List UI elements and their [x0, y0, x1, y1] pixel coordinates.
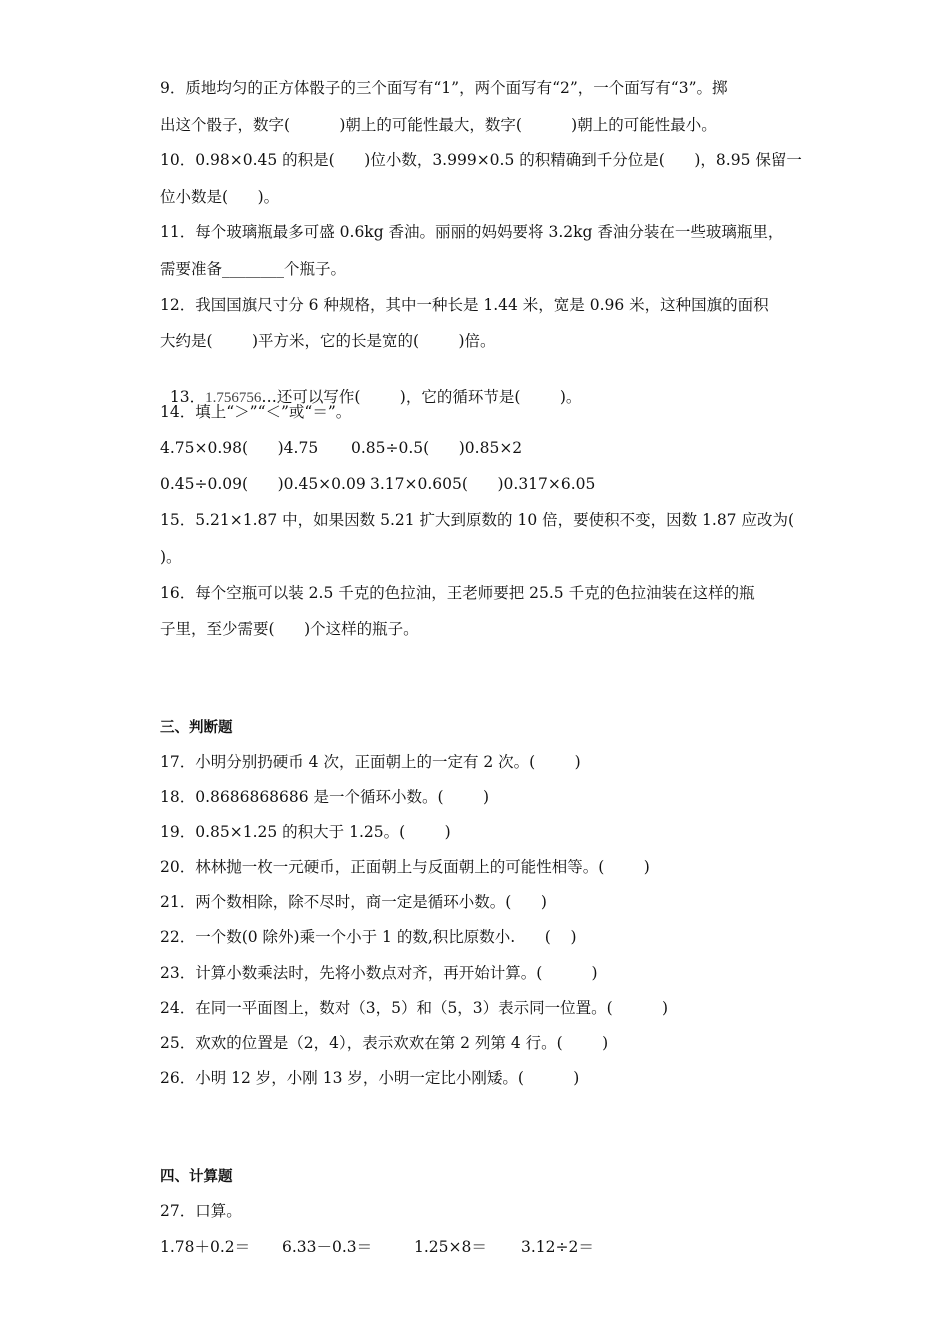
q24-line: 24．在同一平面图上，数对（3，5）和（5，3）表示同一位置。( ): [160, 999, 669, 1017]
q23-line: 23．计算小数乘法时，先将小数点对齐，再开始计算。( ): [160, 964, 598, 982]
q14-compare-3: 0.45÷0.09( )0.45×0.09: [160, 475, 366, 493]
judge-section-heading: 三、判断题: [160, 720, 233, 736]
q15-line-2: )。: [160, 548, 182, 566]
q12-line-2: 大约是( )平方米，它的长是宽的( )倍。: [160, 332, 496, 350]
q11-line-2: 需要准备________个瓶子。: [160, 260, 347, 278]
q19-line: 19．0.85×1.25 的积大于 1.25。( ): [160, 823, 451, 841]
q16-line-1: 16．每个空瓶可以装 2.5 千克的色拉油，王老师要把 25.5 千克的色拉油装在这样的瓶: [160, 584, 755, 602]
q25-line: 25．欢欢的位置是（2，4），表示欢欢在第 2 列第 4 行。( ): [160, 1034, 609, 1052]
q13-prefix: 13．: [169, 388, 206, 406]
q14-instruction: 14．填上“＞”“＜”或“＝”。: [160, 403, 352, 421]
q10-line-2: 位小数是( )。: [160, 188, 280, 206]
q17-line: 17．小明分别扔硬币 4 次，正面朝上的一定有 2 次。( ): [160, 753, 581, 771]
q13-rest: …还可以写作( )，它的循环节是( )。: [261, 388, 582, 406]
calc-item-4: 3.12÷2＝: [521, 1238, 594, 1256]
calc-section-heading: 四、计算题: [160, 1169, 233, 1185]
q22-line: 22．一个数(0 除外)乘一个小于 1 的数,积比原数小. ( ): [160, 928, 577, 946]
q10-line-1: 10．0.98×0.45 的积是( )位小数，3.999×0.5 的积精确到千分位是( )，8.95 保留一: [160, 151, 802, 169]
q15-line-1: 15．5.21×1.87 中，如果因数 5.21 扩大到原数的 10 倍，要使积不变，因数 1.87 应改为(: [160, 511, 795, 529]
q20-line: 20．林林抛一枚一元硬币，正面朝上与反面朝上的可能性相等。( ): [160, 858, 650, 876]
q14-compare-2: 0.85÷0.5( )0.85×2: [351, 439, 523, 457]
q21-line: 21．两个数相除，除不尽时，商一定是循环小数。( ): [160, 893, 547, 911]
q27-line: 27．口算。: [160, 1202, 242, 1220]
calc-item-3: 1.25×8＝: [414, 1238, 487, 1256]
q16-line-2: 子里，至少需要( )个这样的瓶子。: [160, 620, 419, 638]
q12-line-1: 12．我国国旗尺寸分 6 种规格，其中一种长是 1.44 米，宽是 0.96 米，这种国旗的面积: [160, 296, 769, 314]
calc-item-2: 6.33－0.3＝: [282, 1238, 373, 1256]
q9-line-2: 出这个骰子，数字( )朝上的可能性最大，数字( )朝上的可能性最小。: [160, 116, 717, 134]
q9-line-1: 9．质地均匀的正方体骰子的三个面写有“1”，两个面写有“2”，一个面写有“3”。掷: [160, 79, 728, 97]
q18-line: 18．0.8686868686 是一个循环小数。( ): [160, 788, 490, 806]
q14-compare-1: 4.75×0.98( )4.75: [160, 439, 319, 457]
calc-item-1: 1.78＋0.2＝: [160, 1238, 251, 1256]
q26-line: 26．小明 12 岁，小刚 13 岁，小明一定比小刚矮。( ): [160, 1069, 580, 1087]
q13-repeating-number: 1.756756: [205, 390, 262, 406]
q14-compare-4: 3.17×0.605( )0.317×6.05: [370, 475, 596, 493]
q11-line-1: 11．每个玻璃瓶最多可盛 0.6kg 香油。丽丽的妈妈要将 3.2kg 香油分装在一些玻璃瓶里，: [160, 223, 784, 241]
